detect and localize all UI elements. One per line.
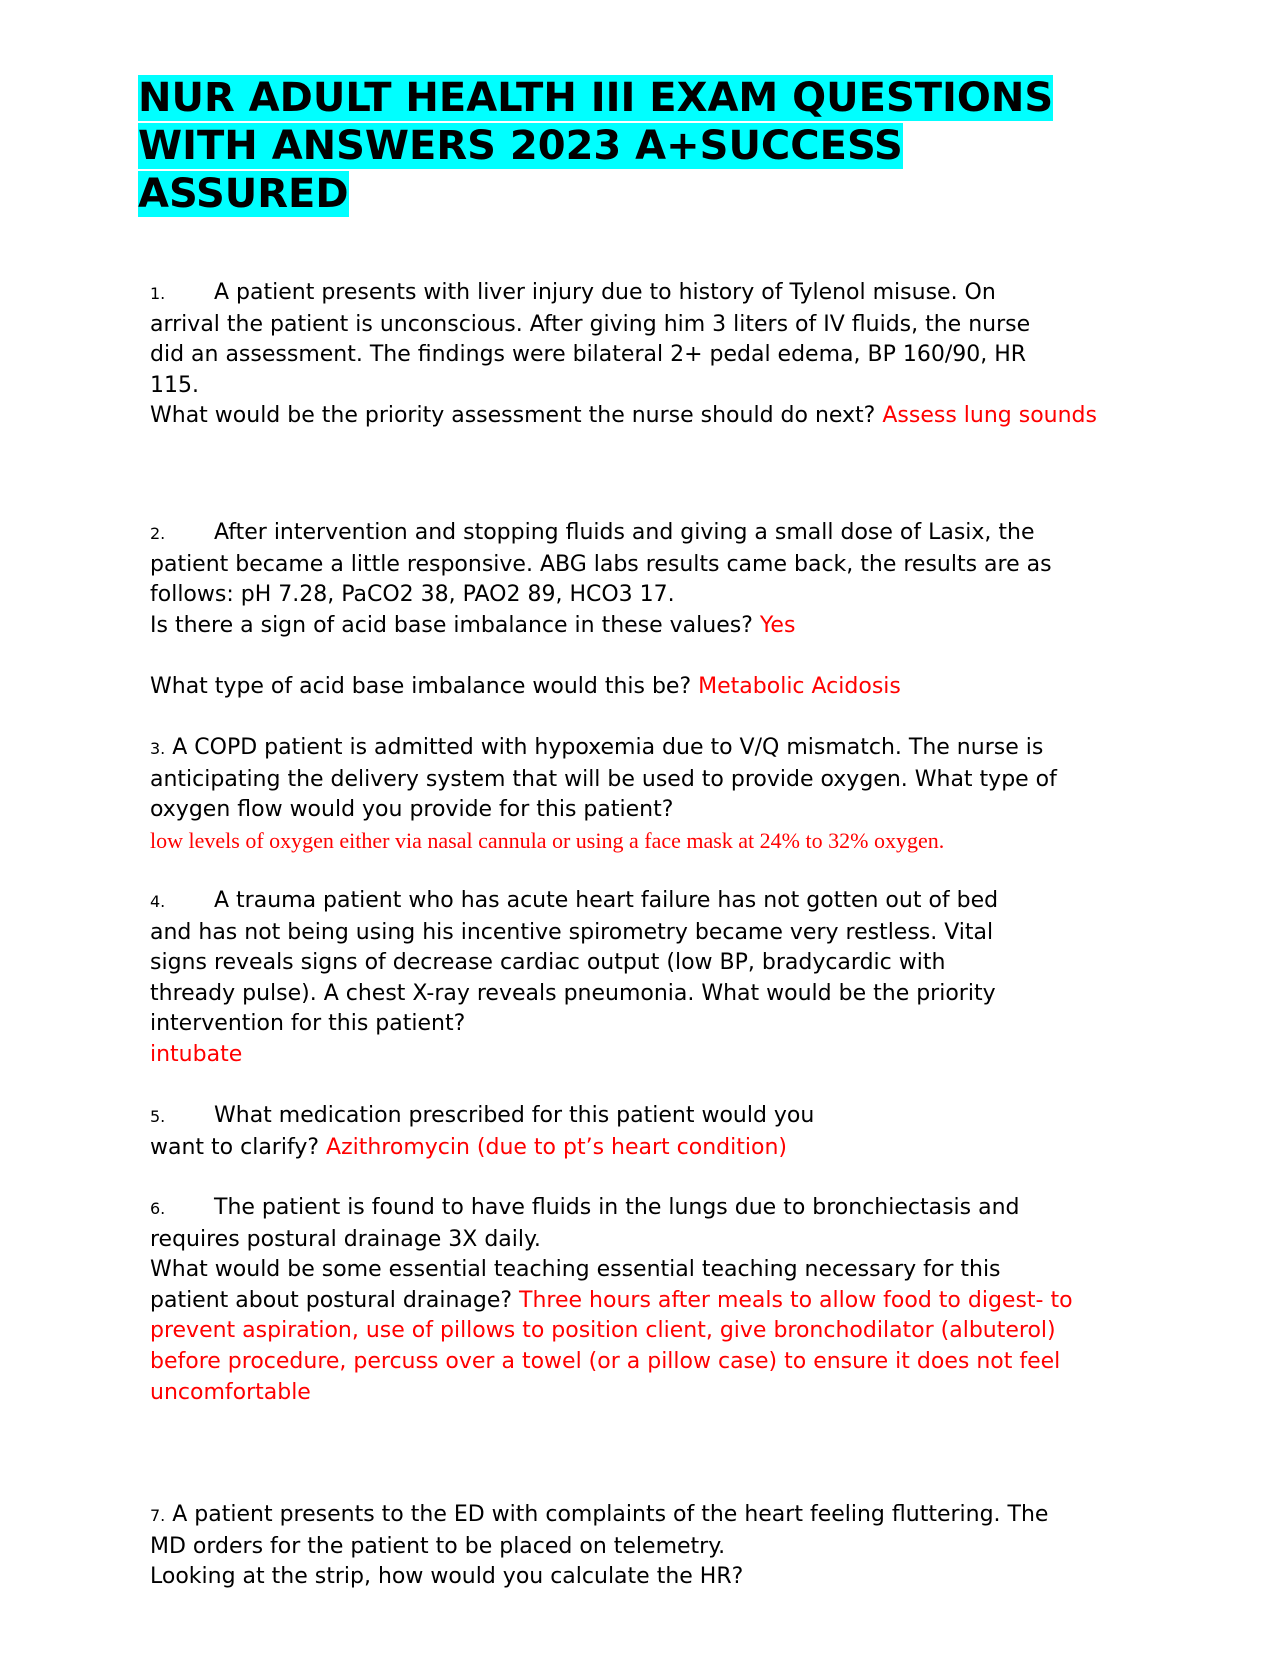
question-1-line-4: 115.	[150, 372, 199, 398]
question-5	[150, 1101, 1130, 1163]
question-7-line-1: A patient presents to the ED with complaints of the heart feeling fluttering. The	[165, 1502, 1049, 1527]
question-1-prompt: What would be the priority assessment the nurse should do next?	[150, 403, 883, 429]
question-2-answer-a: Yes	[759, 612, 796, 638]
question-2-number: 2.	[150, 524, 166, 543]
question-1-line-1: A patient presents with liver injury due to history of Tylenol misuse. On	[214, 280, 996, 305]
question-6-answer-line-2: prevent aspiration, use of pillows to position client, give bronchodilator (albuterol)	[150, 1318, 1056, 1344]
title-line-2: WITH ANSWERS 2023 A+SUCCESS	[138, 123, 903, 169]
question-5-line-1: What medication prescribed for this patient would you	[214, 1103, 815, 1128]
question-4-line-4: thready pulse). A chest X-ray reveals pneumonia. What would be the priority	[150, 980, 996, 1006]
question-2-prompt-b: What type of acid base imbalance would this be?	[150, 673, 699, 699]
question-4-number: 4.	[150, 892, 166, 911]
question-4-line-1: A trauma patient who has acute heart failure has not gotten out of bed	[214, 888, 999, 913]
question-6-answer-line-1: Three hours after meals to allow food to digest- to	[519, 1287, 1073, 1313]
question-6-answer-line-4: uncomfortable	[150, 1379, 311, 1405]
title-line-1: NUR ADULT HEALTH III EXAM QUESTIONS	[138, 75, 1054, 121]
question-3-line-1: A COPD patient is admitted with hypoxemia due to V/Q mismatch. The nurse is	[165, 735, 1044, 760]
question-7-number: 7.	[150, 1506, 166, 1525]
document-title	[138, 74, 1138, 218]
question-2-prompt-a: Is there a sign of acid base imbalance in these values?	[150, 612, 760, 638]
question-7	[150, 1500, 1130, 1593]
question-4-line-5: intervention for this patient?	[150, 1011, 466, 1037]
question-1-line-3: did an assessment. The findings were bilateral 2+ pedal edema, BP 160/90, HR	[150, 342, 1027, 368]
question-3	[150, 733, 1130, 857]
question-4-answer: intubate	[150, 1041, 243, 1067]
question-6-line-1: The patient is found to have fluids in the lungs due to bronchiectasis and	[214, 1195, 1020, 1220]
question-6-number: 6.	[150, 1199, 166, 1218]
title-line-3: ASSURED	[138, 171, 349, 217]
question-3-line-3: oxygen flow would you provide for this patient?	[150, 797, 674, 823]
question-2-line-1: After intervention and stopping fluids and giving a small dose of Lasix, the	[214, 520, 1035, 545]
question-2-answer-b: Metabolic Acidosis	[698, 673, 901, 699]
question-4	[150, 886, 1130, 1071]
question-1	[150, 278, 1130, 432]
question-3-line-2: anticipating the delivery system that will be used to provide oxygen. What type of	[150, 766, 1057, 792]
question-4-line-3: signs reveals signs of decrease cardiac output (low BP, bradycardic with	[150, 950, 946, 976]
question-1-line-2: arrival the patient is unconscious. After giving him 3 liters of IV fluids, the nurse	[150, 311, 1031, 337]
question-1-number: 1.	[150, 284, 166, 303]
question-3-number: 3.	[150, 739, 166, 758]
question-5-number: 5.	[150, 1107, 166, 1126]
question-4-line-2: and has not being using his incentive spirometry became very restless. Vital	[150, 919, 994, 945]
question-7-line-3: Looking at the strip, how would you calculate the HR?	[150, 1564, 744, 1590]
question-2-line-2: patient became a little responsive. ABG labs results came back, the results are as	[150, 551, 1052, 577]
question-6-line-3: What would be some essential teaching essential teaching necessary for this	[150, 1257, 1001, 1283]
question-2-line-3: follows: pH 7.28, PaCO2 38, PAO2 89, HCO3 17.	[150, 582, 675, 608]
question-1-answer: Assess lung sounds	[882, 403, 1097, 429]
question-2	[150, 518, 1130, 703]
question-6	[150, 1193, 1130, 1408]
question-6-line-4: patient about postural drainage?	[150, 1287, 520, 1313]
question-7-line-2: MD orders for the patient to be placed on telemetry.	[150, 1533, 726, 1559]
question-3-answer: low levels of oxygen either via nasal cannula or using a face mask at 24% to 32% oxygen.	[150, 827, 945, 853]
question-6-answer-line-3: before procedure, percuss over a towel (or a pillow case) to ensure it does not feel	[150, 1348, 1061, 1374]
question-5-answer: Azithromycin (due to pt’s heart condition)	[326, 1134, 787, 1160]
question-6-line-2: requires postural drainage 3X daily.	[150, 1226, 541, 1252]
question-5-line-2: want to clarify?	[150, 1134, 327, 1160]
